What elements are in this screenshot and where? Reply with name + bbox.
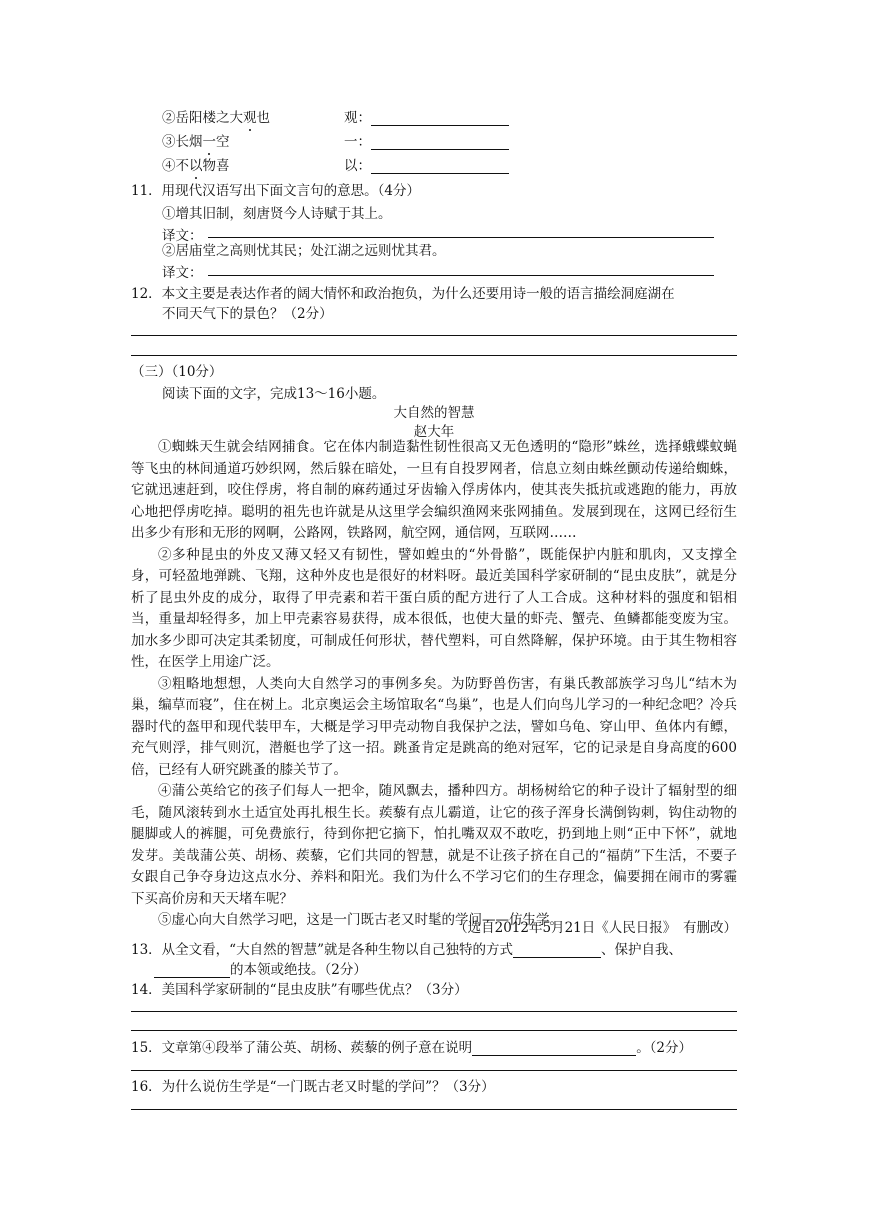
q11-translation-2: 译文： [162, 265, 203, 281]
q12-line-2: 不同天气下的景色？（2分） [162, 306, 333, 322]
q11-translation-1: 译文： [162, 228, 203, 244]
source-note: （选自2012年5月21日《人民日报》 有删改） [454, 920, 737, 936]
paragraph-4: ④蒲公英给它的孩子们每人一把伞，随风飘去，播种四方。胡杨树给它的种子设计了辐射型的细毛，随风滚转到水土适宜处再扎根生长。蒺藜有点儿霸道，让它的孩子浑身长满倒钩刺，钩住动物的腿脚或人的裤腿，可免费旅行，待到你把它摘下，怕扎嘴双双不敢吃，扔到地上则“正中下怀”，就地发芽。美哉蒲公英、胡杨、蒺藜，它们共同的智慧，就是不让孩子挤在自己的“福荫”下生活，不要子女跟自己争夺身边这点水分、养料和阳光。我们为什么不学习它们的生存理念，偏要拥在闹市的雾霾下买高价房和天天堵车呢？ [131, 783, 737, 907]
q13-line-1: 13．从全文看，“大自然的智慧”就是各种生物以自己独特的方式 、保护自我、 [131, 942, 682, 958]
paragraph-3: ③粗略地想想，人类向大自然学习的事例多矣。为防野兽伤害，有巢氏教部族学习鸟儿“结木为巢，编草而寝”，住在树上。北京奥运会主场馆取名“鸟巢”，也是人们向鸟儿学习的一种纪念吧？冷兵器时代的盔甲和现代装甲车，大概是学习甲壳动物自我保护之法，譬如乌龟、穿山甲、鱼体内有鳔，充气则浮，排气则沉，潜艇也学了这一招。跳蚤肯定是跳高的绝对冠军，它的记录是自身高度的600倍，已经有人研究跳蚤的膝关节了。 [131, 675, 737, 778]
q11-sentence-2: ②居庙堂之高则忧其民；处江湖之远则忧其君。 [162, 243, 446, 259]
q10-item-3: ③长烟一空 [162, 134, 230, 150]
q10-item-4: ④不以物喜 [162, 158, 230, 174]
answer-line-q12a[interactable] [131, 335, 737, 336]
q11-stem: 11．用现代汉语写出下面文言句的意思。（4分） [131, 183, 421, 199]
answer-line-q14a[interactable] [131, 1011, 737, 1012]
answer-line-q12b[interactable] [131, 355, 737, 356]
answer-line-q15[interactable] [131, 1070, 737, 1071]
q10-answer-3: 一： [344, 130, 509, 150]
answer-blank[interactable] [472, 1041, 636, 1056]
article-body [131, 437, 737, 932]
paragraph-5: ⑤虚心向大自然学习吧，这是一门既古老又时髦的学问——仿生学。 [158, 912, 563, 928]
translation-line-2[interactable] [208, 275, 714, 276]
section-heading: （三）（10分） [131, 364, 223, 380]
q10-answer-4: 以： [344, 154, 509, 174]
article-author: 赵大年 [413, 424, 455, 440]
q13-line-2: 的本领或绝技。（2分） [154, 958, 367, 978]
translation-line-1[interactable] [208, 237, 714, 238]
q16-stem: 16．为什么说仿生学是“一门既古老又时髦的学问”？（3分） [131, 1079, 495, 1095]
q14-stem: 14．美国科学家研制的“昆虫皮肤”有哪些优点？（3分） [131, 982, 468, 998]
answer-blank[interactable] [371, 111, 509, 126]
q10-answer-2: 观： [344, 106, 509, 126]
answer-line-q16[interactable] [131, 1109, 737, 1110]
q10-item-2: ②岳阳楼之大观也 [162, 110, 270, 126]
answer-line-q14b[interactable] [131, 1030, 737, 1031]
paragraph-1: ①蜘蛛天生就会结网捕食。它在体内制造黏性韧性很高又无色透明的“隐形”蛛丝，选择蛾蝶蚊蝇等飞虫的林间通道巧妙织网，然后躲在暗处，一旦有自投罗网者，信息立刻由蛛丝颤动传递给蜘蛛，它就迅速赶到，咬住俘虏，将自制的麻药通过牙齿输入俘虏体内，使其丧失抵抗或逃跑的能力，再放心地把俘虏吃掉。聪明的祖先也许就是从这里学会编织渔网来张网捕鱼。发展到现在，这网已经衍生出多少有形和无形的网啊，公路网，铁路网，航空网，通信网，互联网…… [131, 439, 737, 541]
article-title: 大自然的智慧 [393, 405, 475, 421]
answer-blank[interactable] [513, 943, 601, 958]
q11-sentence-1: ①增其旧制，刻唐贤今人诗赋于其上。 [162, 206, 392, 222]
section-instruction: 阅读下面的文字，完成13～16小题。 [162, 386, 386, 402]
answer-blank[interactable] [371, 159, 509, 174]
q12-line-1: 12．本文主要是表达作者的阔大情怀和政治抱负，为什么还要用诗一般的语言描绘洞庭湖在 [131, 286, 675, 302]
answer-blank[interactable] [154, 963, 230, 978]
paragraph-2: ②多种昆虫的外皮又薄又轻又有韧性，譬如蝗虫的“外骨骼”，既能保护内脏和肌肉，又支撑全身，可轻盈地弹跳、飞翔，这种外皮也是很好的材料呀。最近美国科学家研制的“昆虫皮肤”，就是分析了昆虫外皮的成分，取得了甲壳素和若干蛋白质的配方进行了人工合成。这种材料的强度和铝相当，重量却轻得多，加上甲壳素容易获得，成本很低，也使大量的虾壳、蟹壳、鱼鳞都能变废为宝。加水多少即可决定其柔韧度，可制成任何形状，替代塑料，可自然降解，保护环境。由于其生物相容性，在医学上用途广泛。 [131, 546, 737, 670]
answer-blank[interactable] [371, 135, 509, 150]
q15-line: 15．文章第④段举了蒲公英、胡杨、蒺藜的例子意在说明 。（2分） [131, 1040, 693, 1056]
